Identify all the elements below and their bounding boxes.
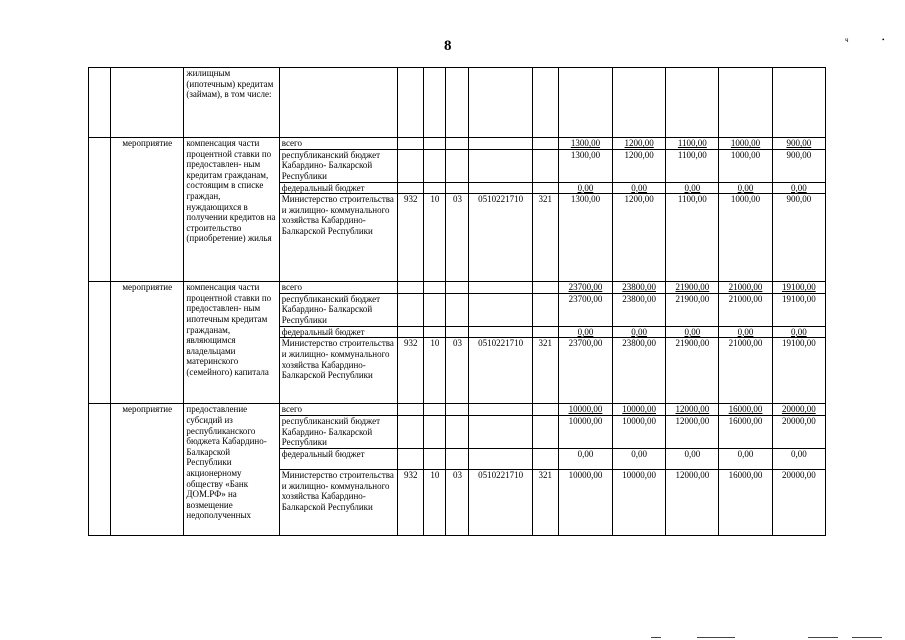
source-label: федеральный бюджет: [279, 326, 397, 338]
year-value: 20000,00: [772, 404, 825, 416]
grbs-code: 932: [398, 469, 424, 535]
year-value: 23700,00: [558, 282, 612, 294]
source-label: всего: [279, 404, 397, 416]
year-value: 21000,00: [719, 293, 772, 326]
year-value: 0,00: [666, 326, 719, 338]
source-label: Министерство строительства и жилищно- коммунального хозяйства Кабардино- Балкарской Республики: [279, 194, 397, 282]
year-value: 0,00: [719, 448, 772, 469]
rz-code: 10: [424, 338, 446, 404]
year-value: 23700,00: [558, 293, 612, 326]
intro-row: [89, 68, 826, 138]
source-label: всего: [279, 138, 397, 150]
year-value: 12000,00: [666, 469, 719, 535]
measure-description: предоставление субсидий из республиканского бюджета Кабардино- Балкарской Республики акционерному обществу «Банк ДОМ.РФ» на возмещение недополученных: [184, 404, 279, 536]
year-value: 1100,00: [666, 194, 719, 282]
year-value: 23800,00: [613, 293, 666, 326]
source-label: республиканский бюджет Кабардино- Балкарской Республики: [279, 415, 397, 448]
year-value: 0,00: [719, 326, 772, 338]
year-value: 1300,00: [558, 138, 612, 150]
year-value: 0,00: [558, 448, 612, 469]
year-value: 20000,00: [772, 415, 825, 448]
year-value: 20000,00: [772, 469, 825, 535]
year-value: 900,00: [772, 138, 825, 150]
measure-type: мероприятие: [111, 138, 184, 282]
grbs-code: 932: [398, 194, 424, 282]
year-value: 10000,00: [558, 469, 612, 535]
corner-mark: ч: [845, 36, 849, 44]
year-value: 0,00: [558, 326, 612, 338]
year-value: 19100,00: [772, 293, 825, 326]
year-value: 16000,00: [719, 415, 772, 448]
year-value: 23800,00: [613, 338, 666, 404]
year-value: 16000,00: [719, 469, 772, 535]
year-value: 1300,00: [558, 194, 612, 282]
measure-description: компенсация части процентной ставки по предоставлен- ным кредитам гражданам, состоящим в списке граждан, нуждающихся в получении кредитов на строительство (приобретение) жилья: [184, 138, 279, 282]
budget-table: [88, 67, 826, 536]
table-row: [89, 138, 826, 150]
pr-code: 03: [446, 194, 469, 282]
csr-code: 0510221710: [469, 194, 532, 282]
measure-description: компенсация части процентной ставки по предоставлен- ным ипотечным кредитам гражданам, являющимся владельцами материнского (семейного) капитала: [184, 282, 279, 404]
scan-artifact-line: [808, 637, 838, 638]
year-value: 16000,00: [719, 404, 772, 416]
year-value: 0,00: [666, 448, 719, 469]
year-value: 12000,00: [666, 415, 719, 448]
year-value: 1100,00: [666, 149, 719, 182]
year-value: 0,00: [558, 182, 612, 194]
year-value: 1000,00: [719, 194, 772, 282]
year-value: 1100,00: [666, 138, 719, 150]
pr-code: 03: [446, 338, 469, 404]
page-number: 8: [444, 38, 452, 54]
source-label: федеральный бюджет: [279, 182, 397, 194]
measure-description: жилищным (ипотечным) кредитам (займам), в том числе:: [184, 68, 279, 138]
year-value: 1200,00: [613, 194, 666, 282]
csr-code: 0510221710: [469, 338, 532, 404]
year-value: 1200,00: [613, 149, 666, 182]
year-value: 10000,00: [613, 404, 666, 416]
measure-type: мероприятие: [111, 404, 184, 536]
year-value: 19100,00: [772, 282, 825, 294]
year-value: 0,00: [719, 182, 772, 194]
year-value: 23800,00: [613, 282, 666, 294]
year-value: 0,00: [772, 326, 825, 338]
rz-code: 10: [424, 194, 446, 282]
year-value: 0,00: [613, 182, 666, 194]
source-label: Министерство строительства и жилищно- коммунального хозяйства Кабардино- Балкарской Республики: [279, 469, 397, 535]
year-value: 900,00: [772, 194, 825, 282]
year-value: 10000,00: [558, 404, 612, 416]
year-value: 10000,00: [613, 469, 666, 535]
year-value: 0,00: [772, 448, 825, 469]
year-value: 21000,00: [719, 282, 772, 294]
table-row: [89, 282, 826, 294]
year-value: 21000,00: [719, 338, 772, 404]
year-value: 19100,00: [772, 338, 825, 404]
year-value: 1000,00: [719, 138, 772, 150]
scan-artifact-line: [651, 637, 661, 638]
vr-code: 321: [532, 338, 558, 404]
source-label: всего: [279, 282, 397, 294]
year-value: 1000,00: [719, 149, 772, 182]
year-value: 12000,00: [666, 404, 719, 416]
corner-mark: •: [882, 36, 885, 44]
year-value: 0,00: [613, 448, 666, 469]
rz-code: 10: [424, 469, 446, 535]
scan-artifact-line: [852, 637, 882, 638]
vr-code: 321: [532, 194, 558, 282]
year-value: 10000,00: [558, 415, 612, 448]
measure-type: мероприятие: [111, 282, 184, 404]
year-value: 21900,00: [666, 282, 719, 294]
year-value: 21900,00: [666, 293, 719, 326]
year-value: 1200,00: [613, 138, 666, 150]
year-value: 0,00: [772, 182, 825, 194]
source-label: Министерство строительства и жилищно- коммунального хозяйства Кабардино- Балкарской Республики: [279, 338, 397, 404]
table-row: [89, 404, 826, 416]
source-label: федеральный бюджет: [279, 448, 397, 469]
source-label: республиканский бюджет Кабардино- Балкарской Республики: [279, 149, 397, 182]
csr-code: 0510221710: [469, 469, 532, 535]
source-label: республиканский бюджет Кабардино- Балкарской Республики: [279, 293, 397, 326]
year-value: 10000,00: [613, 415, 666, 448]
year-value: 1300,00: [558, 149, 612, 182]
scan-artifact-line: [697, 637, 735, 638]
year-value: 23700,00: [558, 338, 612, 404]
year-value: 0,00: [613, 326, 666, 338]
year-value: 900,00: [772, 149, 825, 182]
grbs-code: 932: [398, 338, 424, 404]
pr-code: 03: [446, 469, 469, 535]
year-value: 0,00: [666, 182, 719, 194]
year-value: 21900,00: [666, 338, 719, 404]
vr-code: 321: [532, 469, 558, 535]
